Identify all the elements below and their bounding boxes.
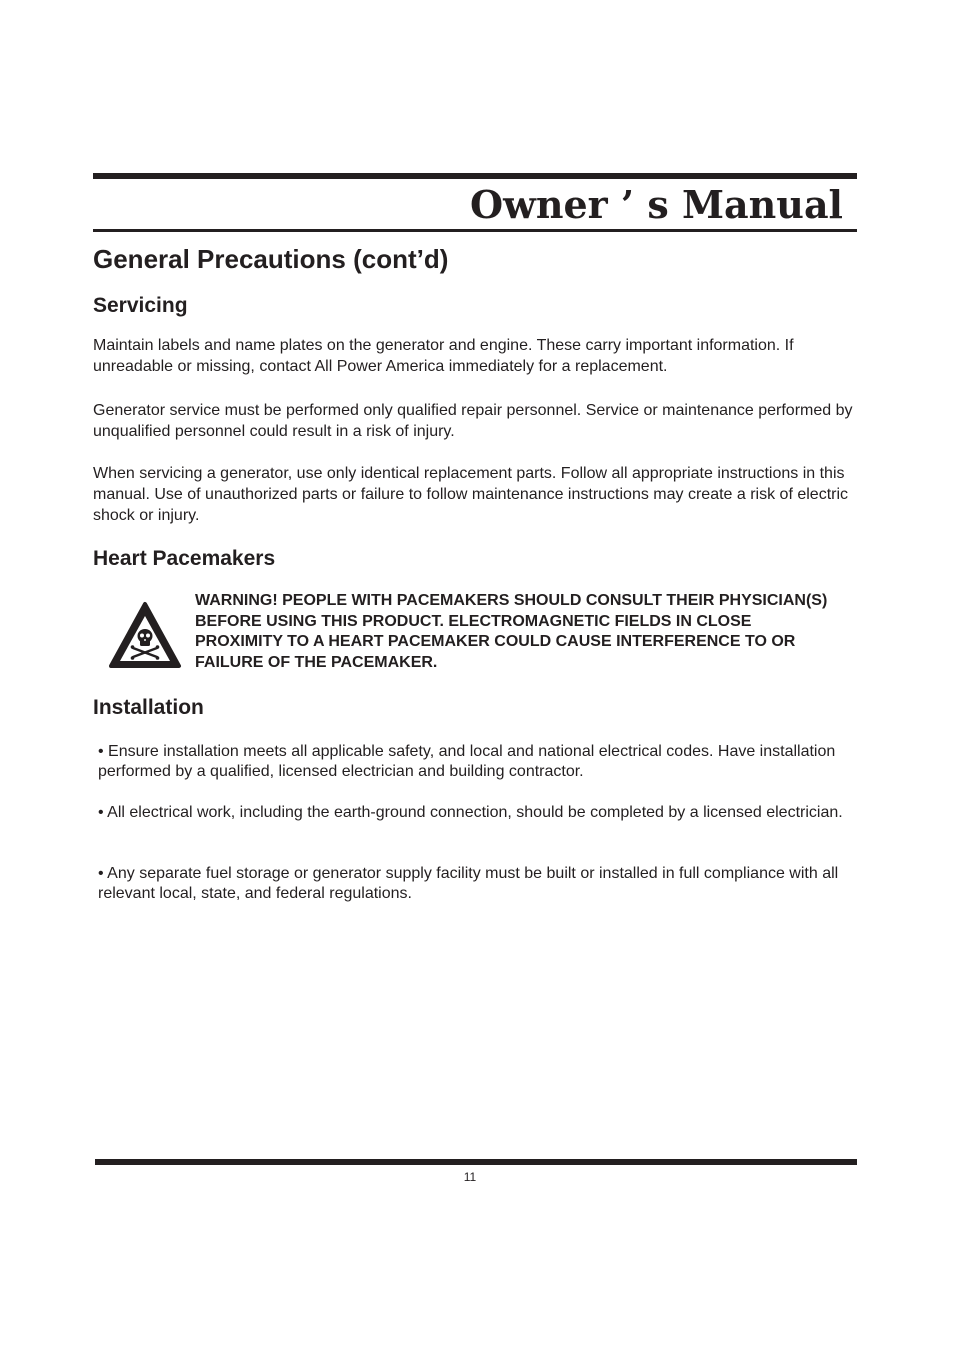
page-number: 11 [463,1170,477,1184]
installation-bullet-text: All electrical work, including the earth-ground connection, should be completed by a licensed electrician. [107,804,843,821]
servicing-paragraph: When servicing a generator, use only identical replacement parts. Follow all appropriate instructions in this manual. Use of unauthorized parts or failure to follow maintenance instructions may create a risk of electric shock or injury. [93,465,849,524]
skull-crossbones-warning-icon [108,601,182,669]
footer-rule [95,1159,857,1165]
page-title: General Precautions (cont’d) [93,244,449,274]
installation-bullet: • Ensure installation meets all applicable safety, and local and national electrical codes. Have installation performed by a qualified, licensed electrician and building contractor. [98,743,836,780]
installation-bullet-text: Ensure installation meets all applicable safety, and local and national electrical codes. Have installation performed by a qualified, licensed electrician and building contractor. [98,743,836,780]
pacemaker-warning-text: WARNING! PEOPLE WITH PACEMAKERS SHOULD CONSULT THEIR PHYSICIAN(S) BEFORE USING THIS PRODUCT. ELECTROMAGNETIC FIELDS IN CLOSE PROXIMITY TO A HEART PACEMAKER COULD CAUSE INTERFERENCE TO OR FAILURE OF THE PACEMAKER. [195,592,828,671]
installation-bullet: • Any separate fuel storage or generator supply facility must be built or installed in full compliance with all relevant local, state, and federal regulations. [98,865,839,902]
pacemakers-heading: Heart Pacemakers [93,547,276,570]
header-rule-top [93,173,857,179]
manual-title: Owner ’ s Manual [470,182,843,227]
header-rule-bottom [93,229,857,232]
servicing-paragraph: Maintain labels and name plates on the generator and engine. These carry important information. If unreadable or missing, contact All Power America immediately for a replacement. [93,337,794,375]
installation-bullet-text: Any separate fuel storage or generator supply facility must be built or installed in full compliance with all relevant local, state, and federal regulations. [98,865,839,902]
servicing-heading: Servicing [93,294,188,317]
installation-bullet: • All electrical work, including the earth-ground connection, should be completed by a licensed electrician. [98,804,843,821]
installation-heading: Installation [93,696,204,719]
servicing-paragraph: Generator service must be performed only qualified repair personnel. Service or maintenance performed by unqualified personnel could result in a risk of injury. [93,402,853,440]
